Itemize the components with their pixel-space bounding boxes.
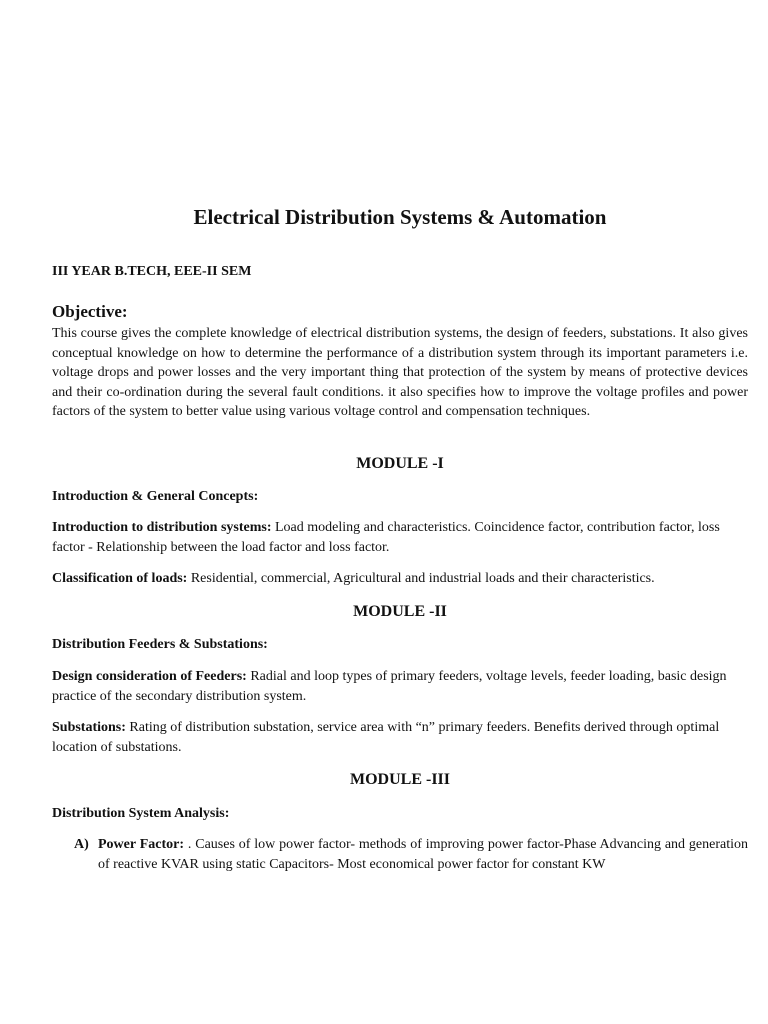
module-1-subheading: Introduction & General Concepts: [52, 489, 259, 504]
module-2-item [52, 667, 748, 706]
document-title: Electrical Distribution Systems & Automation [193, 205, 607, 229]
list-marker: A) [74, 837, 89, 852]
module-1-item-lead: Classification of loads: [52, 571, 188, 586]
module-3-list-item [74, 835, 748, 874]
list-body [98, 835, 748, 874]
module-3-item-text: . Causes of low power factor- methods of improving power factor-Phase Advancing and generation of reactive KVAR using static Capacitors- Most economical power factor for constant KW [98, 837, 748, 872]
module-3-heading: MODULE -III [349, 771, 450, 788]
module-1-item [52, 569, 748, 589]
module-3-subheading: Distribution System Analysis: [52, 806, 230, 821]
module-1-heading: MODULE -I [356, 455, 444, 472]
module-2-heading: MODULE -II [353, 603, 447, 620]
module-2-item-text: Rating of distribution substation, service area with “n” primary feeders. Benefits derived through optimal location of substations. [52, 720, 720, 755]
module-1-item-lead: Introduction to distribution systems: [52, 520, 272, 535]
module-2-item [52, 718, 748, 757]
module-2-item-lead: Design consideration of Feeders: [52, 669, 247, 684]
module-2-item-lead: Substations: [52, 720, 126, 735]
module-1-item-text: Residential, commercial, Agricultural and industrial loads and their characteristics. [187, 571, 655, 586]
module-1-item-text: Load modeling and characteristics. Coincidence factor, contribution factor, loss factor - Relationship between the load factor and loss factor. [52, 520, 720, 555]
module-2-subheading: Distribution Feeders & Substations: [52, 637, 268, 652]
objective-paragraph: This course gives the complete knowledge of electrical distribution systems, the design of feeders, substations. It also gives conceptual knowledge on how to determine the performance of a distribution system through its important parameters i.e. voltage drops and power losses and the very important thing that protection of the system by means of protective devices and their co-ordination during the several fault conditions. it also specifies how to improve the voltage profiles and power factors of the system to better value using various voltage control and compensation techniques. [52, 326, 748, 419]
module-2-item-text: Radial and loop types of primary feeders, voltage levels, feeder loading, basic design practice of the secondary distribution system. [52, 669, 727, 704]
objective-heading: Objective: [52, 302, 128, 321]
module-3-item-lead: Power Factor: [98, 837, 185, 852]
course-subtitle: III YEAR B.TECH, EEE-II SEM [52, 264, 252, 279]
module-1-item [52, 518, 748, 557]
